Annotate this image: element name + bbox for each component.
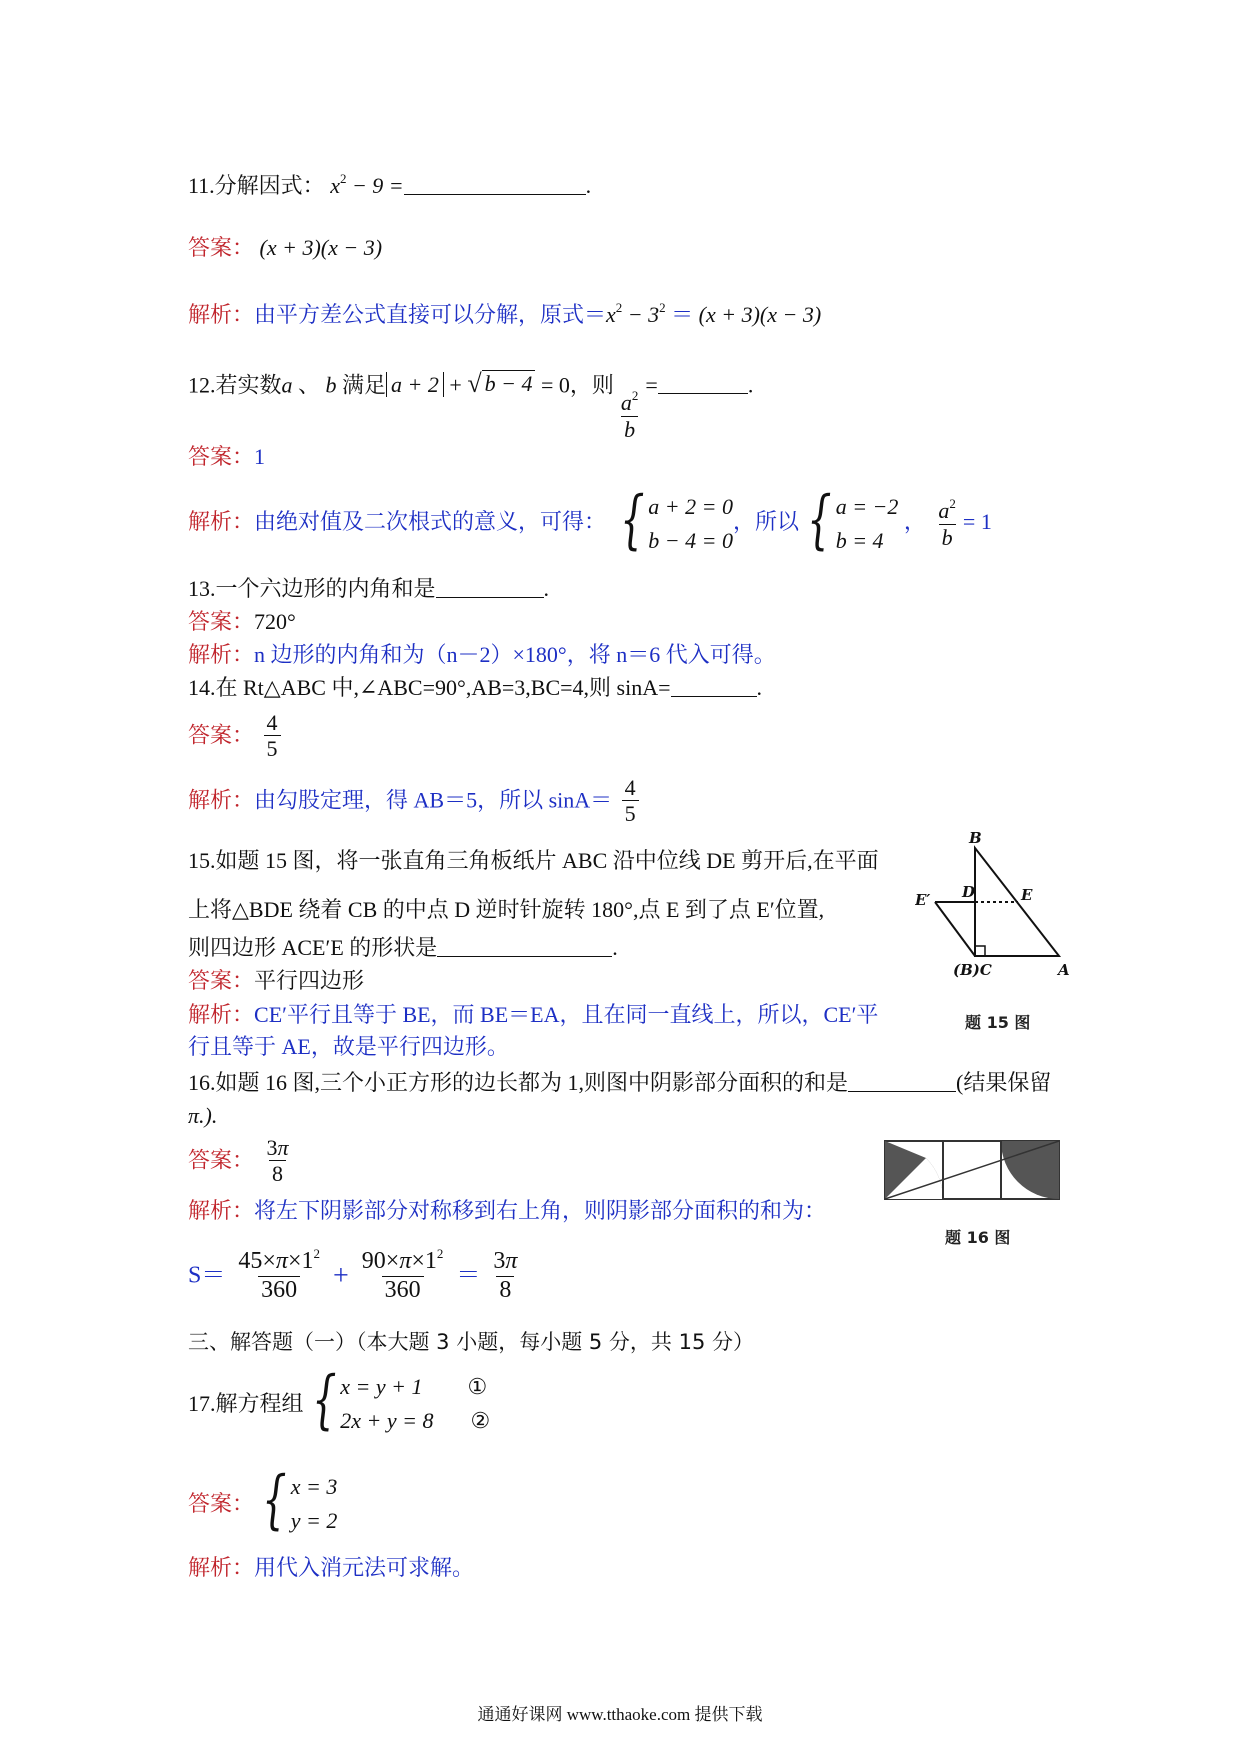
q16-frac-2: $\frac{90\times\pi\times 1^2}{360}$	[361, 1246, 444, 1303]
q11-analysis-expr1: $x^2 - 3^2$	[606, 300, 666, 327]
q12-abs-expr: a + 2	[386, 372, 444, 397]
q17-question: 17.解方程组 { x = y + 1 ① 2x + y = 8 ②	[188, 1363, 491, 1438]
label-a: A	[1058, 961, 1070, 979]
q12-analysis: 解析：由绝对值及二次根式的意义，可得： { a + 2 = 0 b − 4 = 0 ，所以 { a = −2 b = 4 ， $\frac{a^2}{b}$ = 1	[188, 483, 992, 558]
label-d: D	[962, 883, 976, 901]
label-bc: (B)C	[953, 961, 992, 979]
q12-system-2: { a = −2 b = 4	[807, 483, 899, 558]
q16-formula: S＝ $\frac{45\times\pi\times 1^2}{360}$ + $\frac{90\times\pi\times 1^2}{360}$ ＝ $\frac{3\pi}{8}$	[188, 1248, 524, 1304]
q13-answer: 答案：720°	[188, 609, 296, 634]
q16-frac-3: $\frac{3\pi}{8}$	[493, 1248, 518, 1303]
q11-answer-blank	[404, 176, 586, 195]
q12-fraction: $\frac{a^2}{b}$	[620, 388, 639, 442]
q14-answer-fraction: $\frac{4}{5}$	[264, 710, 281, 762]
q13-analysis: 解析：n 边形的内角和为（n－2）×180°，将 n＝6 代入可得。	[188, 642, 776, 667]
label-e: E	[1021, 886, 1033, 904]
q12-answer: 答案：1	[188, 444, 266, 469]
label-e-prime: E′	[915, 891, 931, 909]
q15-line3: 则四边形 ACE′E 的形状是 .	[188, 935, 618, 960]
q17-system: { x = y + 1 ① 2x + y = 8 ②	[311, 1363, 491, 1438]
q14-answer: 答案： $\frac{4}{5}$	[188, 710, 285, 762]
q12-sqrt-expr: √ b − 4	[467, 370, 535, 397]
page-footer: 通通好课网 www.tthaoke.com 提供下载	[477, 1705, 763, 1724]
q12-system-1: { a + 2 = 0 b − 4 = 0	[619, 483, 733, 558]
q14-question: 14.在 Rt△ABC 中,∠ABC=90°,AB=3,BC=4,则 sinA= .	[188, 675, 763, 700]
q11-expression: $x^2 - 9$ =	[330, 171, 404, 198]
q16-answer-fraction: $\frac{3\pi}{8}$	[266, 1135, 289, 1187]
line-ep-c	[935, 902, 975, 956]
q17-answer-system: { x = 3 y = 2	[262, 1463, 338, 1538]
q16-answer-blank	[848, 1073, 956, 1092]
figure-15	[915, 830, 1080, 990]
section3-heading: 三、解答题（一）（本大题 3 小题，每小题 5 分，共 15 分）	[188, 1330, 754, 1354]
q12-question: 12.若实数a 、 b 满足 a + 2 + √ b − 4 = 0，则 $\frac{a^2}{b}$ = .	[188, 369, 754, 442]
q11-analysis: 解析：由平方差公式直接可以分解，原式$=x^2 - 3^2 = (x + 3)(x - 3)$	[188, 300, 822, 327]
q12-answer-blank	[658, 375, 748, 394]
label-b: B	[969, 830, 982, 847]
q16-line1: 16.如题 16 图,三个小正方形的边长都为 1,则图中阴影部分面积的和是 (结果保留	[188, 1070, 1052, 1095]
q14-analysis: 解析：由勾股定理，得 AB＝5，所以 sinA＝ $\frac{4}{5}$	[188, 775, 643, 827]
q11-analysis-expr2: (x + 3)(x − 3)	[698, 302, 822, 327]
q14-answer-blank	[671, 678, 757, 697]
q13-answer-blank	[436, 579, 544, 598]
q15-analysis-line1: 解析：CE′平行且等于 BE，而 BE＝EA，且在同一直线上，所以，CE′平	[188, 1002, 879, 1027]
q15-analysis-line2: 行且等于 AE，故是平行四边形。	[188, 1034, 509, 1059]
q16-frac-1: $\frac{45\times\pi\times 1^2}{360}$	[238, 1246, 320, 1303]
q11-answer-expression: (x + 3)(x − 3)	[259, 235, 383, 260]
q14-analysis-fraction: $\frac{4}{5}$	[622, 775, 639, 827]
q17-answer: 答案： { x = 3 y = 2	[188, 1463, 338, 1538]
q15-line1: 15.如题 15 图，将一张直角三角板纸片 ABC 沿中位线 DE 剪开后,在平面	[188, 848, 879, 873]
q11-question: 11.分解因式： $x^2 - 9$ = .	[188, 171, 592, 198]
q16-answer: 答案： $\frac{3\pi}{8}$	[188, 1135, 296, 1187]
figure-16-caption: 题 16 图	[945, 1228, 1011, 1247]
q15-answer-blank	[437, 938, 612, 957]
q15-answer: 答案：平行四边形	[188, 968, 365, 993]
q13-question: 13.一个六边形的内角和是 .	[188, 576, 550, 601]
figure-16	[883, 1138, 1063, 1204]
q11-answer: 答案： (x + 3)(x − 3)	[188, 235, 383, 260]
q16-line2: π.).	[188, 1103, 218, 1128]
q12-analysis-fraction: $\frac{a^2}{b}$	[938, 496, 956, 550]
q15-line2: 上将△BDE 绕着 CB 的中点 D 逆时针旋转 180°,点 E 到了点 E′位置,	[188, 897, 825, 922]
q16-analysis: 解析：将左下阴影部分对称移到右上角，则阴影部分面积的和为：	[188, 1198, 827, 1223]
q17-analysis: 解析：用代入消元法可求解。	[188, 1555, 475, 1580]
right-angle-mark	[975, 946, 985, 956]
figure-15-caption: 题 15 图	[965, 1013, 1031, 1032]
